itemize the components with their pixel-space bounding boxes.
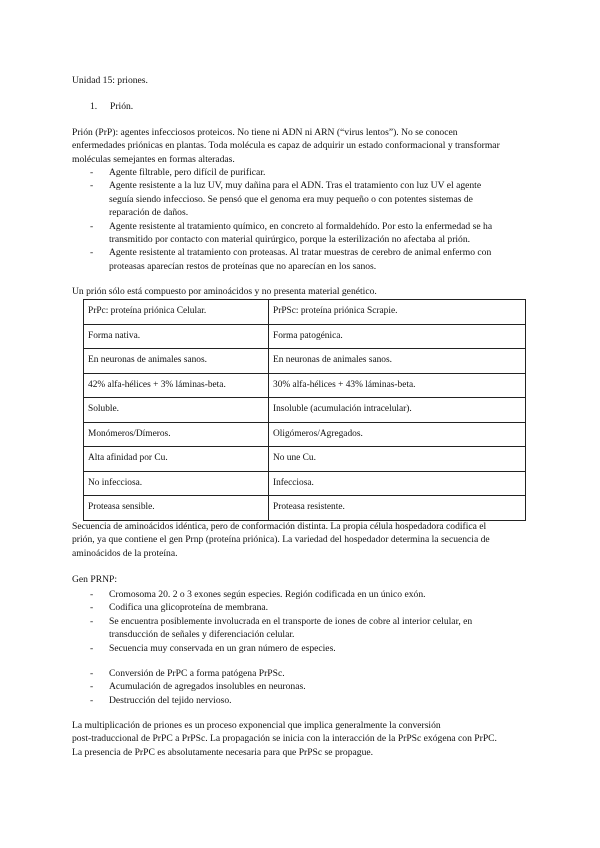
closing-line: La presencia de PrPC es absolutamente necesaria para que PrPSc se propague. [72,746,374,758]
table-cell: Proteasa sensible. [84,496,269,521]
list-item: - Agente resistente al tratamiento con proteasas. Al tratar muestras de cerebro de animal enfermo con proteasas aparecían restos de proteínas que no aparecían en los sanos. [90,247,492,272]
table-cell: Monómeros/Dímeros. [84,422,269,447]
list-item: - Conversión de PrPC a forma patógena PrPSc. [90,668,285,679]
table-cell: 42% alfa-hélices + 3% láminas-beta. [84,373,269,398]
unit-title: Unidad 15: priones. [72,75,148,86]
table-cell: Soluble. [84,398,269,423]
table-cell: 30% alfa-hélices + 43% láminas-beta. [269,373,526,398]
intro-line: enfermedades priónicas en plantas. Toda molécula es capaz de adquirir un estado conformacional y transformar [72,140,500,152]
bullet-marker: - [90,681,94,693]
table-cell: En neuronas de animales sanos. [269,349,526,374]
table-row [84,373,526,398]
list-item: - Cromosoma 20. 2 o 3 exones según especies. Región codificada en un único exón. [90,589,426,600]
sequence-line: aminoácidos de la proteína. [72,547,178,559]
table-cell: Forma patogénica. [269,324,526,349]
table-intro: Un prión sólo está compuesto por aminoácidos y no presenta material genético. [72,286,377,297]
bullet-marker: - [90,694,94,706]
table-row [84,422,526,447]
sequence-line: Secuencia de aminoácidos idéntica, pero de conformación distinta. La propia célula hospedadora codifica el [72,521,487,532]
closing-line: La multiplicación de priones es un proceso exponencial que implica generalmente la conversión [72,720,441,731]
list-item: - Se encuentra posiblemente involucrada en el transporte de iones de cobre al interior celular, en transducción de señales y diferenciación celular. [90,615,473,641]
table-row [84,496,526,521]
table-row [84,471,526,496]
bullet-marker: - [90,615,94,627]
sequence-paragraph [72,520,532,560]
table-row [84,300,526,325]
properties-list [90,166,530,273]
list-item: - Destrucción del tejido nervioso. [90,694,232,706]
pathology-points-list [90,667,530,707]
table-cell: PrPc: proteína priónica Celular. [84,300,269,325]
bullet-marker: - [90,220,94,232]
table-cell: Alta afinidad por Cu. [84,447,269,472]
bullet-marker: - [90,602,94,614]
table-row [84,398,526,423]
closing-paragraph [72,719,532,759]
bullet-marker: - [90,589,94,600]
section-number: 1. [90,101,98,112]
table-row [84,349,526,374]
intro-line: Prión (PrP): agentes infecciosos proteicos. No tiene ni ADN ni ARN (“virus lentos”). No se conocen [72,127,458,138]
bullet-marker: - [90,180,94,192]
section-title: Prión. [110,101,134,112]
bullet-marker: - [90,642,94,654]
comparison-table [83,299,526,521]
list-item: - Codifica una glicoproteína de membrana. [90,602,269,614]
gene-heading: Gen PRNP: [72,574,118,585]
gene-points-list [90,588,530,655]
table-row [84,324,526,349]
table-row [84,447,526,472]
bullet-marker: - [90,167,94,178]
list-item: - Agente filtrable, pero difícil de purificar. [90,167,266,178]
intro-paragraph [72,126,532,166]
list-item: - Agente resistente a la luz UV, muy dañina para el ADN. Tras el tratamiento con luz UV el agente seguía siendo infeccioso. Se pensó que el genoma era muy pequeño o con potentes sistemas de reparación de daños. [90,180,482,219]
list-item: - Acumulación de agregados insolubles en neuronas. [90,681,306,693]
list-item: - Agente resistente al tratamiento químico, en concreto al formaldehído. Por esto la enfermedad se ha transmitido por contacto con material quirúrgico, porque la esterilización no afectaba al prión. [90,220,493,245]
table-cell: En neuronas de animales sanos. [84,349,269,374]
bullet-marker: - [90,247,94,259]
table-cell: No infecciosa. [84,471,269,496]
sequence-line: prión, ya que contiene el gen Prnp (proteína priónica). La variedad del hospedador determina la secuencia de [72,534,490,546]
table-cell: Infecciosa. [269,471,526,496]
table-cell: Oligómeros/Agregados. [269,422,526,447]
table-cell: Proteasa resistente. [269,496,526,521]
table-cell: Forma nativa. [84,324,269,349]
bullet-marker: - [90,668,94,679]
list-item: - Secuencia muy conservada en un gran número de especies. [90,642,336,654]
intro-line: moléculas semejantes en formas alteradas. [72,153,235,165]
table-cell: No une Cu. [269,447,526,472]
table-cell: Insoluble (acumulación intracelular). [269,398,526,423]
table-cell: PrPSc: proteína priónica Scrapie. [269,300,526,325]
closing-line: post-traduccional de PrPC a PrPSc. La propagación se inicia con la interacción de la PrPSc exógena con PrPC. [72,733,497,745]
